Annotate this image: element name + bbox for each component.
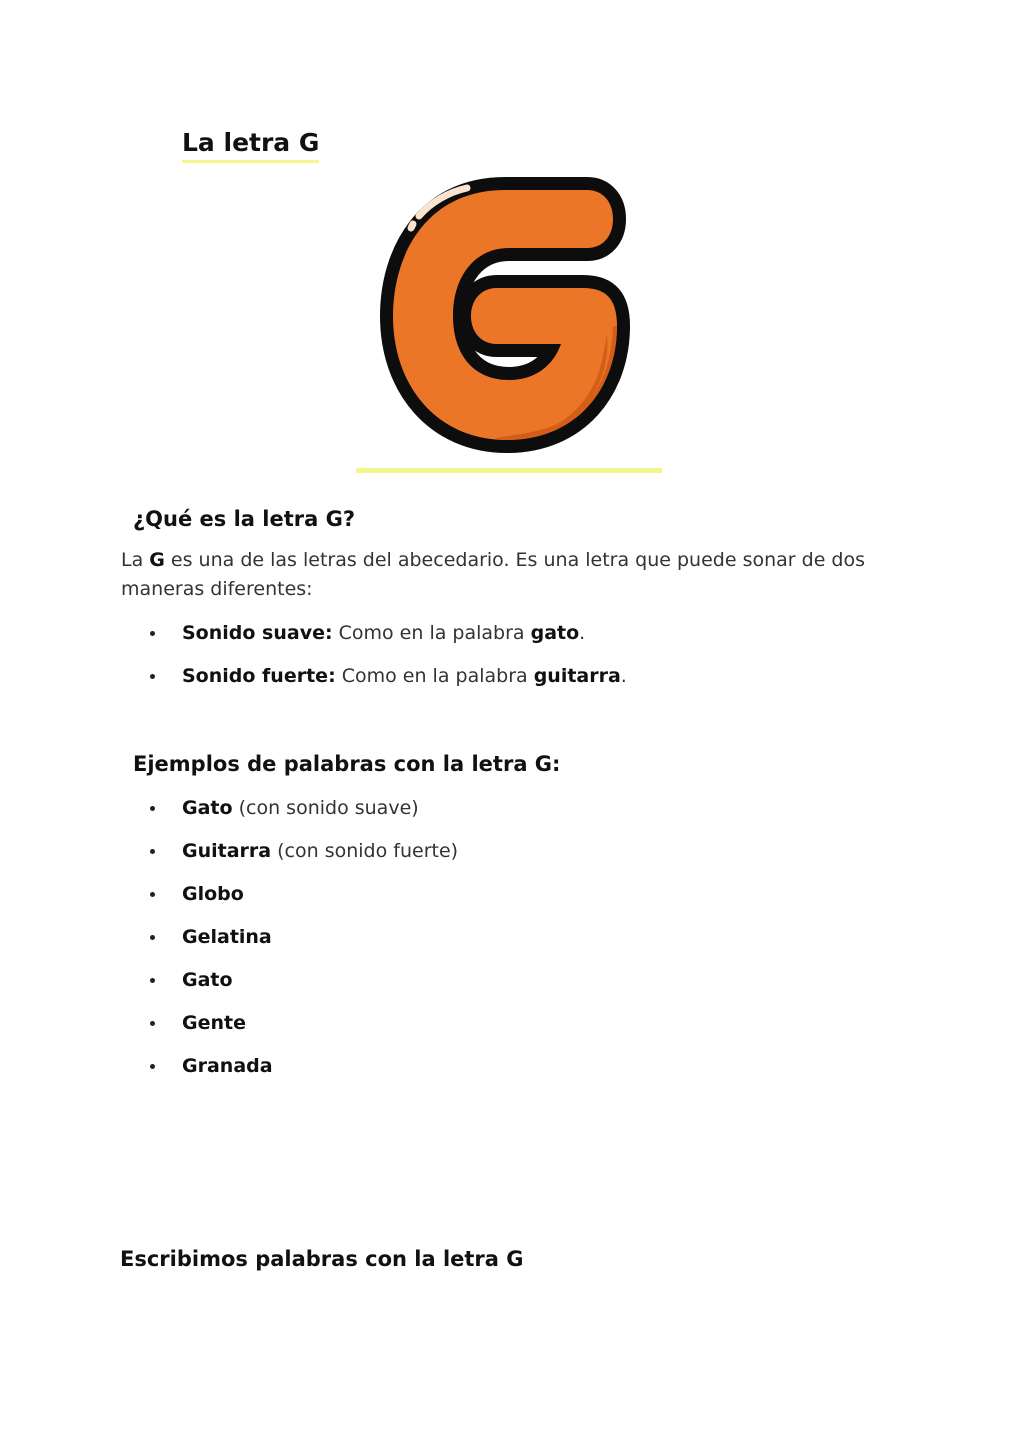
bullet-dot bbox=[150, 978, 155, 983]
sonido-end: . bbox=[620, 665, 627, 687]
intro-text-before: La bbox=[121, 549, 150, 571]
heading-escribimos: Escribimos palabras con la letra G bbox=[120, 1247, 524, 1271]
bullet-dot bbox=[150, 935, 155, 940]
sonido-word: guitarra bbox=[533, 665, 621, 687]
sonido-label: Sonido fuerte: bbox=[182, 665, 336, 687]
example-word: Gato bbox=[182, 797, 233, 819]
intro-paragraph bbox=[121, 546, 921, 604]
page-title: La letra G bbox=[182, 126, 319, 163]
list-item-text bbox=[182, 1053, 273, 1079]
list-item-text bbox=[182, 1010, 246, 1036]
list-item-text bbox=[182, 795, 419, 821]
example-word: Guitarra bbox=[182, 840, 272, 862]
example-word: Gelatina bbox=[182, 926, 272, 948]
sonido-text: Como en la palabra bbox=[335, 665, 534, 687]
bullet-dot bbox=[150, 631, 155, 636]
list-item-text bbox=[182, 838, 458, 864]
list-item-text bbox=[182, 924, 272, 950]
sonido-label: Sonido suave: bbox=[182, 622, 333, 644]
list-item-text bbox=[182, 967, 233, 993]
bullet-dot bbox=[150, 1021, 155, 1026]
bullet-dot bbox=[150, 1064, 155, 1069]
bullet-dot bbox=[150, 892, 155, 897]
sonido-end: . bbox=[579, 622, 586, 644]
bullet-dot bbox=[150, 806, 155, 811]
letter-underline bbox=[356, 468, 662, 473]
sonido-word: gato bbox=[530, 622, 580, 644]
letter-g-orange-icon bbox=[355, 158, 663, 476]
bullet-dot bbox=[150, 849, 155, 854]
example-word: Globo bbox=[182, 883, 244, 905]
example-word: Gente bbox=[182, 1012, 246, 1034]
heading-que-es: ¿Qué es la letra G? bbox=[133, 507, 356, 531]
heading-ejemplos: Ejemplos de palabras con la letra G: bbox=[133, 752, 561, 776]
example-note: (con sonido suave) bbox=[232, 797, 419, 819]
bullet-dot bbox=[150, 674, 155, 679]
list-item-text bbox=[182, 881, 244, 907]
example-word: Gato bbox=[182, 969, 233, 991]
example-note: (con sonido fuerte) bbox=[271, 840, 459, 862]
example-word: Granada bbox=[182, 1055, 273, 1077]
list-item-text bbox=[182, 620, 585, 646]
sonido-text: Como en la palabra bbox=[332, 622, 531, 644]
letter-g-svg bbox=[355, 158, 663, 476]
intro-text-after: es una de las letras del abecedario. Es una letra que puede sonar de dos maneras diferentes: bbox=[121, 549, 866, 600]
intro-bold-letter: G bbox=[149, 549, 165, 571]
list-item-text bbox=[182, 663, 627, 689]
